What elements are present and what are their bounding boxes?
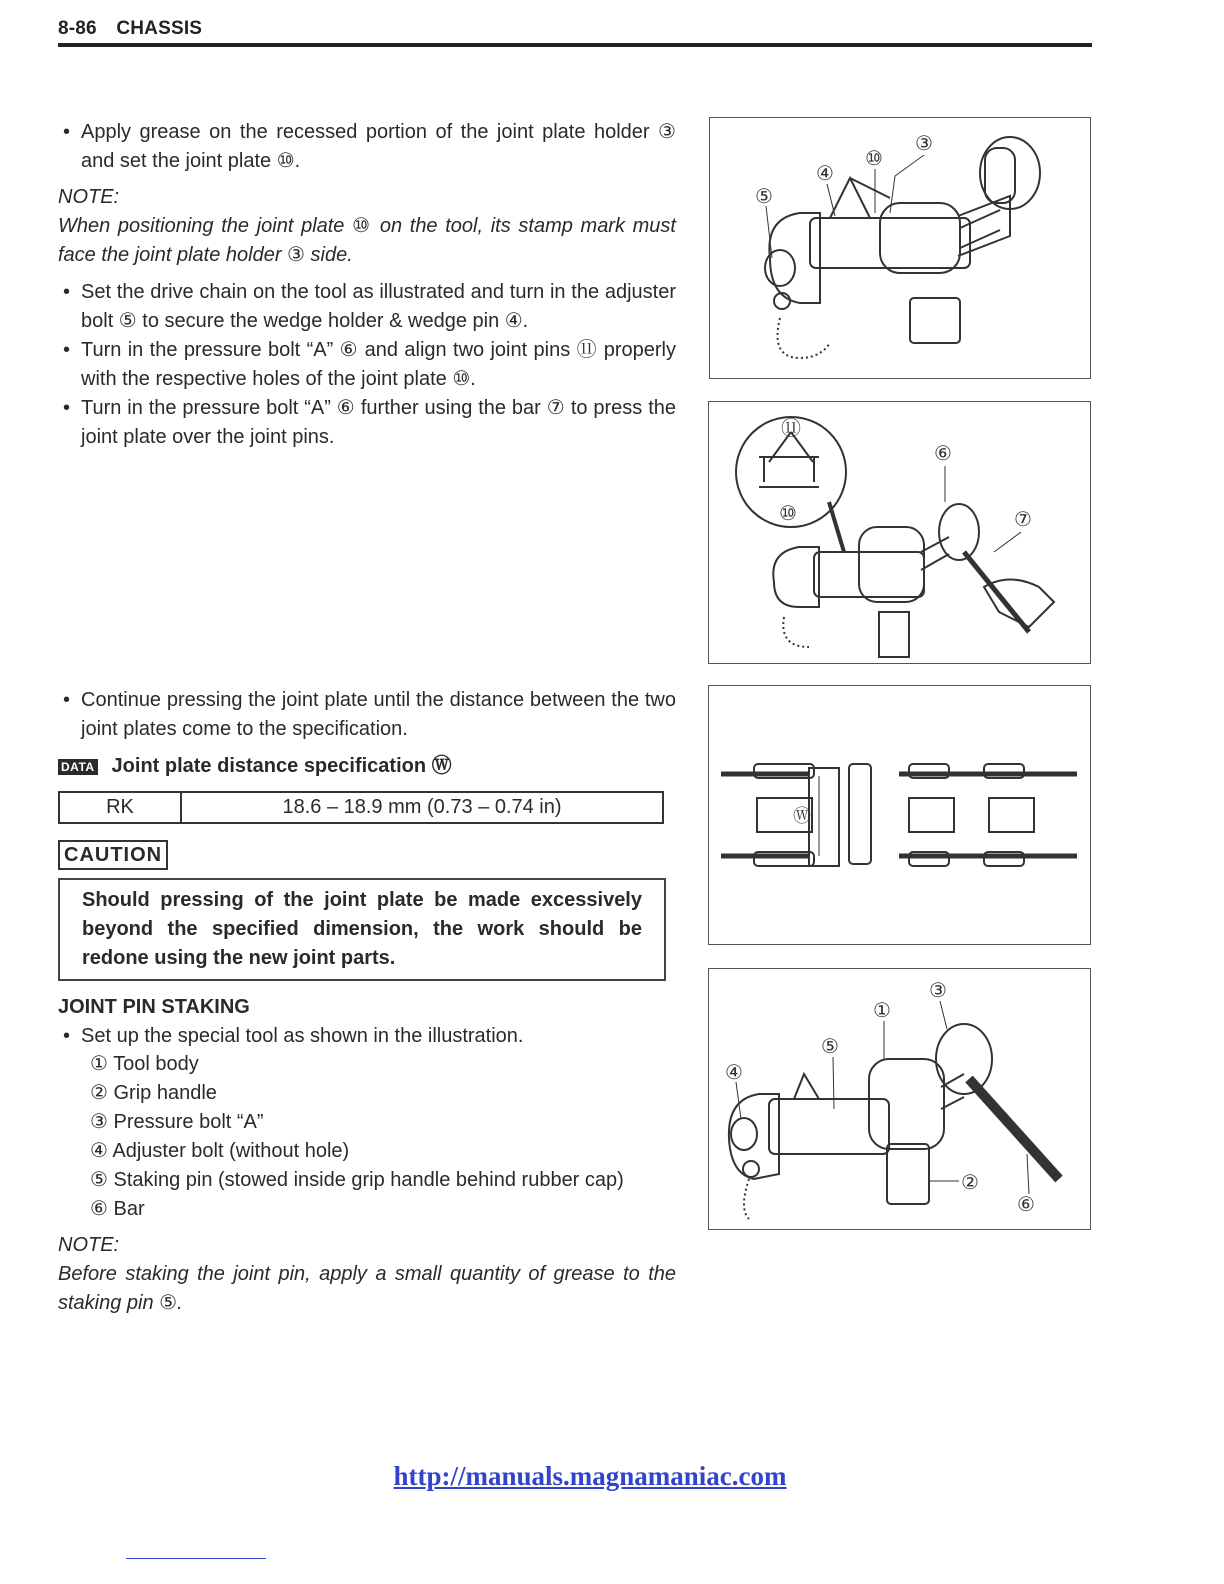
- spec-value: 18.6 – 18.9 mm (0.73 – 0.74 in): [181, 792, 663, 823]
- note-label: NOTE:: [58, 186, 120, 208]
- footer-divider: [126, 1558, 266, 1559]
- bullet-grease: • Apply grease on the recessed portion of the joint plate holder ③ and set the joint plate ⑩.: [58, 118, 676, 176]
- list-item: ② Grip handle: [90, 1082, 217, 1104]
- spec-model: RK: [59, 792, 181, 823]
- spec-section: [58, 686, 676, 1318]
- caution-label: CAUTION: [58, 840, 168, 870]
- figure-label: ④: [725, 1060, 743, 1084]
- list-item: ① Tool body: [90, 1053, 199, 1075]
- figure-label: Ⓦ: [793, 806, 811, 827]
- header-divider: [58, 43, 1092, 47]
- figure-label: ⑥: [1017, 1192, 1035, 1216]
- data-badge: DATA: [58, 759, 98, 775]
- top-instructions: [58, 118, 676, 452]
- tool-illustration-1: [710, 118, 1090, 378]
- staking-bullet: • Set up the special tool as shown in the illustration.: [58, 1022, 676, 1050]
- list-item: ④ Adjuster bolt (without hole): [90, 1140, 350, 1162]
- figure-chain-tool-setup: [709, 117, 1091, 379]
- figure-label: ②: [961, 1170, 979, 1194]
- figure-label: ③: [929, 978, 947, 1002]
- figure-label: ①: [873, 998, 891, 1022]
- page-number: 8-86: [58, 18, 97, 39]
- section-title: CHASSIS: [116, 18, 203, 39]
- bullet-continue-pressing: • Continue pressing the joint plate until the distance between the two joint plates come to the specification.: [58, 686, 676, 744]
- list-item: ⑥ Bar: [90, 1198, 145, 1220]
- figure-label: ⑥: [934, 441, 952, 465]
- table-row: [59, 792, 663, 823]
- spec-table: [58, 791, 664, 824]
- figure-label: ④: [816, 161, 834, 185]
- staking-note-label: NOTE:: [58, 1234, 120, 1256]
- figure-label: ⑪: [781, 416, 801, 440]
- note-text: When positioning the joint plate ⑩ on the tool, its stamp mark must face the joint plate holder ③ side.: [58, 215, 676, 266]
- bullet-press-plate: • Turn in the pressure bolt “A” ⑥ further using the bar ⑦ to press the joint plate over the joint pins.: [58, 394, 676, 452]
- figure-pressing-joint-plate: [708, 401, 1091, 664]
- figure-label: ⑩: [779, 501, 797, 525]
- tool-illustration-4: [709, 969, 1090, 1229]
- figure-joint-distance: [708, 685, 1091, 945]
- footer-url-link[interactable]: http://manuals.magnamaniac.com: [393, 1461, 787, 1491]
- figure-label: ⑤: [755, 184, 773, 208]
- spec-title: Joint plate distance specification Ⓦ: [111, 755, 452, 777]
- staking-note-text: Before staking the joint pin, apply a small quantity of grease to the staking pin ⑤.: [58, 1263, 676, 1314]
- list-item: ⑤ Staking pin (stowed inside grip handle behind rubber cap): [90, 1169, 624, 1191]
- staking-title: JOINT PIN STAKING: [58, 996, 250, 1018]
- figure-label: ③: [915, 131, 933, 155]
- spec-heading: [58, 752, 676, 781]
- figure-label: ⑦: [1014, 507, 1032, 531]
- page-header: [58, 18, 1092, 40]
- bullet-set-chain: • Set the drive chain on the tool as illustrated and turn in the adjuster bolt ⑤ to secure the wedge holder & wedge pin ④.: [58, 278, 676, 336]
- figure-label: ⑤: [821, 1034, 839, 1058]
- figure-staking-tool: [708, 968, 1091, 1230]
- list-item: ③ Pressure bolt “A”: [90, 1111, 264, 1133]
- figure-label: ⑩: [865, 146, 883, 170]
- bullet-align-pins: • Turn in the pressure bolt “A” ⑥ and align two joint pins ⑪ properly with the respective holes of the joint plate ⑩.: [58, 336, 676, 394]
- tool-illustration-2: [709, 402, 1090, 663]
- chain-cross-section: [709, 686, 1090, 944]
- caution-box: Should pressing of the joint plate be made excessively beyond the specified dimension, the work should be redone using the new joint parts.: [58, 878, 666, 981]
